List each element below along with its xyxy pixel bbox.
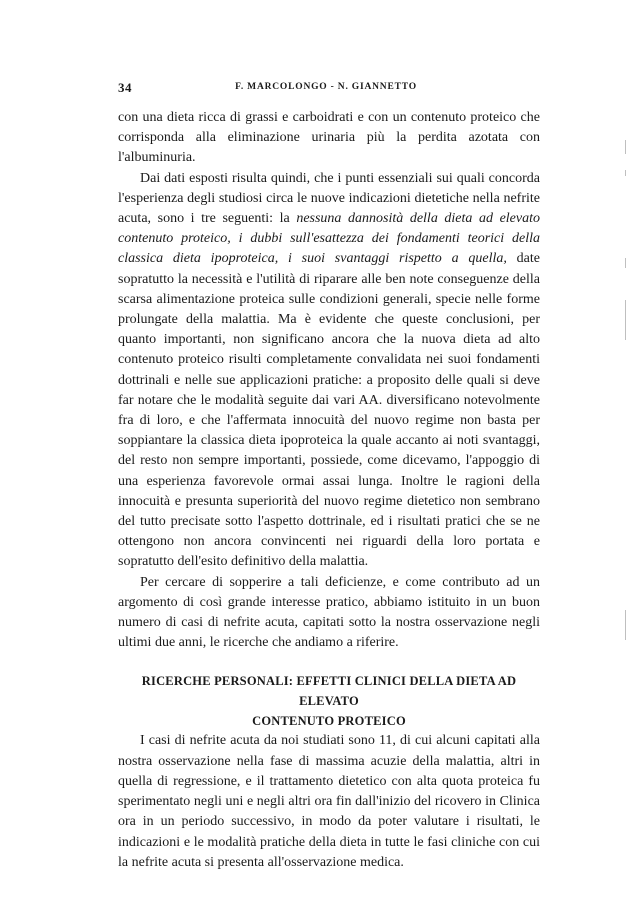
paragraph-conclusions-intro: Dai dati esposti risulta quindi, che i punti essenziali sui quali concorda l'esperienza degli studiosi circa le nuove indicazioni dietetiche nella nefrite acuta, sono i tre seguenti: la <box>118 170 540 227</box>
edge-mark <box>625 258 626 268</box>
page-edge-artifacts <box>616 0 628 900</box>
running-header <box>118 80 534 96</box>
paragraph-conclusions-italic: nessuna dannosità della dieta ad elevato contenuto proteico, i dubbi sull'esattezza dei fondamenti teorici della classica dieta ipoproteica, i suoi svantaggi rispetto a quella, <box>118 211 540 267</box>
edge-mark <box>625 610 626 640</box>
paragraph-conclusions <box>118 169 540 573</box>
page-number: 34 <box>118 80 132 95</box>
paragraph-conclusions-rest: date sopratutto la necessità e l'utilità di riparare alle ben note conseguenze della scarsa alimentazione proteica sulle condizioni generali, specie nelle forme prolungate della malattia. Ma è evidente che queste conclusioni, per quanto importanti, non significano ancora che la nuova dieta ad alto contenuto proteico risulti completamente convalidata nei suoi fondamenti dottrinali e nelle sue applicazioni pratiche: a proposito delle quali si deve far notare che le modalità seguite dai vari AA. diversificano notevolmente fra di loro, e che l'affermata innocuità del nuovo regime non basta per soppiantare la classica dieta ipoproteica la quale accanto ai noti svantaggi, del resto non sempre importanti, possiede, come dicevamo, l'appoggio di una esperienza favorevole ormai assai lunga. Inoltre le ragioni della innocuità e presunta superiorità del nuovo regime dietetico non sembrano del tutto precisate sotto l'aspetto dottrinale, ed i risultati pratici che se ne ottengono non ancora convincenti nei riguardi della loro portata e sopratutto dell'esito definitivo della malattia. <box>118 251 540 570</box>
section-heading <box>118 671 540 731</box>
edge-mark <box>625 170 626 176</box>
section-heading-line-1: RICERCHE PERSONALI: EFFETTI CLINICI DELLA DIETA AD ELEVATO <box>141 674 517 709</box>
edge-mark <box>625 300 626 340</box>
paragraph-continuation: con una dieta ricca di grassi e carboidrati e con un contenuto proteico che corrisponda alla eliminazione urinaria più la perdita azotata con l'albuminuria. <box>118 110 540 166</box>
section-heading-line-2: CONTENUTO PROTEICO <box>252 714 406 729</box>
body-text <box>118 108 540 873</box>
running-title: F. MARCOLONGO - N. GIANNETTO <box>235 82 417 92</box>
edge-mark <box>625 140 626 154</box>
paragraph-cases: I casi di nefrite acuta da noi studiati sono 11, di cui alcuni capitati alla nostra osservazione nella fase di massima acuzie della malattia, altri in quella di regressione, e il trattamento dietetico con alta quota proteica fu sperimentato negli uni e negli altri ora fin dall'inizio del ricovero in Clinica ora in un periodo successivo, in modo da poter valutare i risultati, le indicazioni e le modalità pratiche della dieta in tutte le fasi cliniche con cui la nefrite acuta si presenta all'osservazione medica. <box>118 733 540 870</box>
paragraph-research-purpose: Per cercare di sopperire a tali deficienze, e come contributo ad un argomento di così grande interesse pratico, abbiamo istituito in un buon numero di casi di nefrite acuta, capitati sotto la nostra osservazione negli ultimi due anni, le ricerche che andiamo a riferire. <box>118 574 540 651</box>
